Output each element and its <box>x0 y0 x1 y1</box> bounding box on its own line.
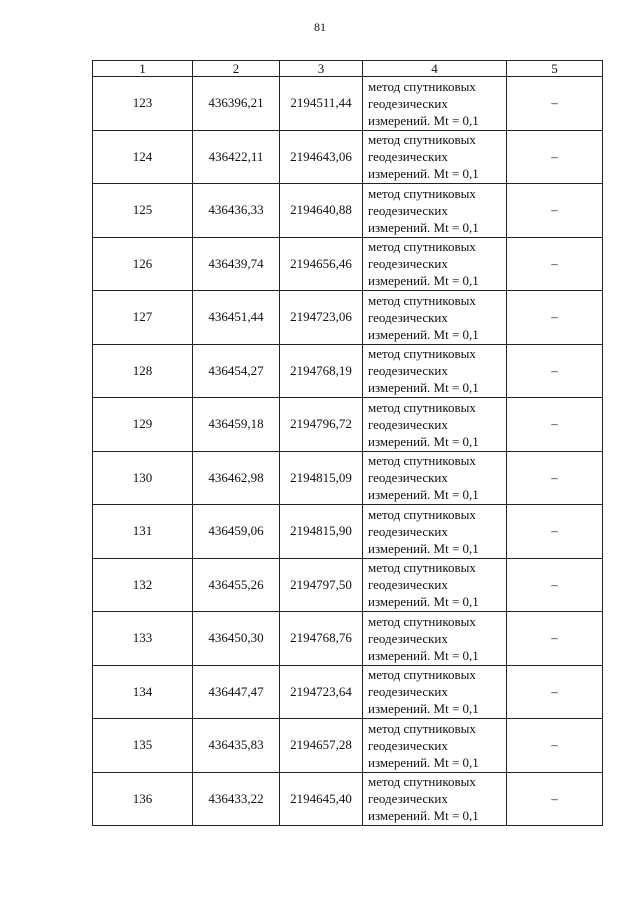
method-line: геодезических <box>368 202 448 218</box>
method-cell <box>363 719 507 773</box>
method-line: геодезических <box>368 363 448 379</box>
table-row <box>93 451 603 505</box>
note-cell: – <box>507 77 603 131</box>
header-cell-5: 5 <box>507 61 603 77</box>
note-cell: – <box>507 612 603 666</box>
method-line: измерений. Mt = 0,1 <box>368 380 479 396</box>
y-coordinate-cell: 2194815,09 <box>280 451 363 505</box>
method-line: геодезических <box>368 470 448 486</box>
y-coordinate-cell: 2194656,46 <box>280 237 363 291</box>
note-cell: – <box>507 451 603 505</box>
x-coordinate-cell: 436435,83 <box>193 719 280 773</box>
table-row <box>93 665 603 719</box>
table-row <box>93 77 603 131</box>
method-cell <box>363 505 507 559</box>
method-cell <box>363 237 507 291</box>
x-coordinate-cell: 436459,18 <box>193 398 280 452</box>
method-line: метод спутниковых <box>368 132 476 148</box>
header-cell-4: 4 <box>363 61 507 77</box>
x-coordinate-cell: 436459,06 <box>193 505 280 559</box>
point-number-cell: 123 <box>93 77 193 131</box>
table-row <box>93 772 603 826</box>
method-line: метод спутниковых <box>368 560 476 576</box>
method-line: метод спутниковых <box>368 720 476 736</box>
method-cell <box>363 77 507 131</box>
table-row <box>93 237 603 291</box>
method-line: измерений. Mt = 0,1 <box>368 112 479 128</box>
method-line: измерений. Mt = 0,1 <box>368 273 479 289</box>
table-row <box>93 130 603 184</box>
method-line: измерений. Mt = 0,1 <box>368 701 479 717</box>
method-line: измерений. Mt = 0,1 <box>368 647 479 663</box>
header-cell-1: 1 <box>93 61 193 77</box>
x-coordinate-cell: 436450,30 <box>193 612 280 666</box>
method-cell <box>363 130 507 184</box>
method-cell <box>363 612 507 666</box>
note-cell: – <box>507 184 603 238</box>
point-number-cell: 130 <box>93 451 193 505</box>
method-line: измерений. Mt = 0,1 <box>368 219 479 235</box>
method-line: геодезических <box>368 309 448 325</box>
point-number-cell: 131 <box>93 505 193 559</box>
y-coordinate-cell: 2194723,64 <box>280 665 363 719</box>
header-cell-3: 3 <box>280 61 363 77</box>
point-number-cell: 136 <box>93 772 193 826</box>
x-coordinate-cell: 436433,22 <box>193 772 280 826</box>
method-cell <box>363 398 507 452</box>
x-coordinate-cell: 436436,33 <box>193 184 280 238</box>
point-number-cell: 126 <box>93 237 193 291</box>
x-coordinate-cell: 436454,27 <box>193 344 280 398</box>
x-coordinate-cell: 436447,47 <box>193 665 280 719</box>
point-number-cell: 128 <box>93 344 193 398</box>
method-line: геодезических <box>368 791 448 807</box>
method-line: измерений. Mt = 0,1 <box>368 540 479 556</box>
method-cell <box>363 772 507 826</box>
table-row <box>93 291 603 345</box>
point-number-cell: 134 <box>93 665 193 719</box>
x-coordinate-cell: 436422,11 <box>193 130 280 184</box>
method-line: метод спутниковых <box>368 774 476 790</box>
y-coordinate-cell: 2194815,90 <box>280 505 363 559</box>
page-number: 81 <box>314 20 326 34</box>
method-line: метод спутниковых <box>368 185 476 201</box>
y-coordinate-cell: 2194723,06 <box>280 291 363 345</box>
header-row <box>93 61 603 77</box>
coordinates-table <box>92 60 603 826</box>
method-cell <box>363 665 507 719</box>
method-line: измерений. Mt = 0,1 <box>368 487 479 503</box>
method-cell <box>363 291 507 345</box>
y-coordinate-cell: 2194796,72 <box>280 398 363 452</box>
note-cell: – <box>507 665 603 719</box>
point-number-cell: 132 <box>93 558 193 612</box>
point-number-cell: 129 <box>93 398 193 452</box>
method-line: геодезических <box>368 256 448 272</box>
method-line: геодезических <box>368 149 448 165</box>
note-cell: – <box>507 398 603 452</box>
point-number-cell: 124 <box>93 130 193 184</box>
table-row <box>93 612 603 666</box>
table-row <box>93 184 603 238</box>
method-line: геодезических <box>368 416 448 432</box>
table-row <box>93 558 603 612</box>
note-cell: – <box>507 130 603 184</box>
y-coordinate-cell: 2194643,06 <box>280 130 363 184</box>
note-cell: – <box>507 291 603 345</box>
header-cell-2: 2 <box>193 61 280 77</box>
note-cell: – <box>507 772 603 826</box>
x-coordinate-cell: 436462,98 <box>193 451 280 505</box>
method-line: геодезических <box>368 523 448 539</box>
method-line: метод спутниковых <box>368 399 476 415</box>
x-coordinate-cell: 436439,74 <box>193 237 280 291</box>
note-cell: – <box>507 237 603 291</box>
method-cell <box>363 344 507 398</box>
y-coordinate-cell: 2194511,44 <box>280 77 363 131</box>
method-cell <box>363 184 507 238</box>
method-line: метод спутниковых <box>368 506 476 522</box>
method-line: измерений. Mt = 0,1 <box>368 166 479 182</box>
method-line: метод спутниковых <box>368 346 476 362</box>
method-line: геодезических <box>368 95 448 111</box>
table-row <box>93 719 603 773</box>
method-line: метод спутниковых <box>368 667 476 683</box>
method-line: геодезических <box>368 737 448 753</box>
note-cell: – <box>507 719 603 773</box>
note-cell: – <box>507 344 603 398</box>
point-number-cell: 125 <box>93 184 193 238</box>
point-number-cell: 127 <box>93 291 193 345</box>
table-body <box>93 77 603 826</box>
point-number-cell: 135 <box>93 719 193 773</box>
y-coordinate-cell: 2194657,28 <box>280 719 363 773</box>
x-coordinate-cell: 436396,21 <box>193 77 280 131</box>
table-row <box>93 344 603 398</box>
note-cell: – <box>507 505 603 559</box>
y-coordinate-cell: 2194768,19 <box>280 344 363 398</box>
method-line: метод спутниковых <box>368 613 476 629</box>
method-line: измерений. Mt = 0,1 <box>368 808 479 824</box>
method-cell <box>363 451 507 505</box>
method-line: метод спутниковых <box>368 239 476 255</box>
note-cell: – <box>507 558 603 612</box>
method-line: геодезических <box>368 577 448 593</box>
y-coordinate-cell: 2194640,88 <box>280 184 363 238</box>
table-row <box>93 398 603 452</box>
x-coordinate-cell: 436455,26 <box>193 558 280 612</box>
method-line: геодезических <box>368 630 448 646</box>
x-coordinate-cell: 436451,44 <box>193 291 280 345</box>
method-cell <box>363 558 507 612</box>
method-line: геодезических <box>368 684 448 700</box>
method-line: метод спутниковых <box>368 292 476 308</box>
method-line: измерений. Mt = 0,1 <box>368 594 479 610</box>
method-line: измерений. Mt = 0,1 <box>368 326 479 342</box>
method-line: метод спутниковых <box>368 78 476 94</box>
method-line: метод спутниковых <box>368 453 476 469</box>
y-coordinate-cell: 2194645,40 <box>280 772 363 826</box>
y-coordinate-cell: 2194768,76 <box>280 612 363 666</box>
table-row <box>93 505 603 559</box>
y-coordinate-cell: 2194797,50 <box>280 558 363 612</box>
method-line: измерений. Mt = 0,1 <box>368 433 479 449</box>
point-number-cell: 133 <box>93 612 193 666</box>
method-line: измерений. Mt = 0,1 <box>368 754 479 770</box>
